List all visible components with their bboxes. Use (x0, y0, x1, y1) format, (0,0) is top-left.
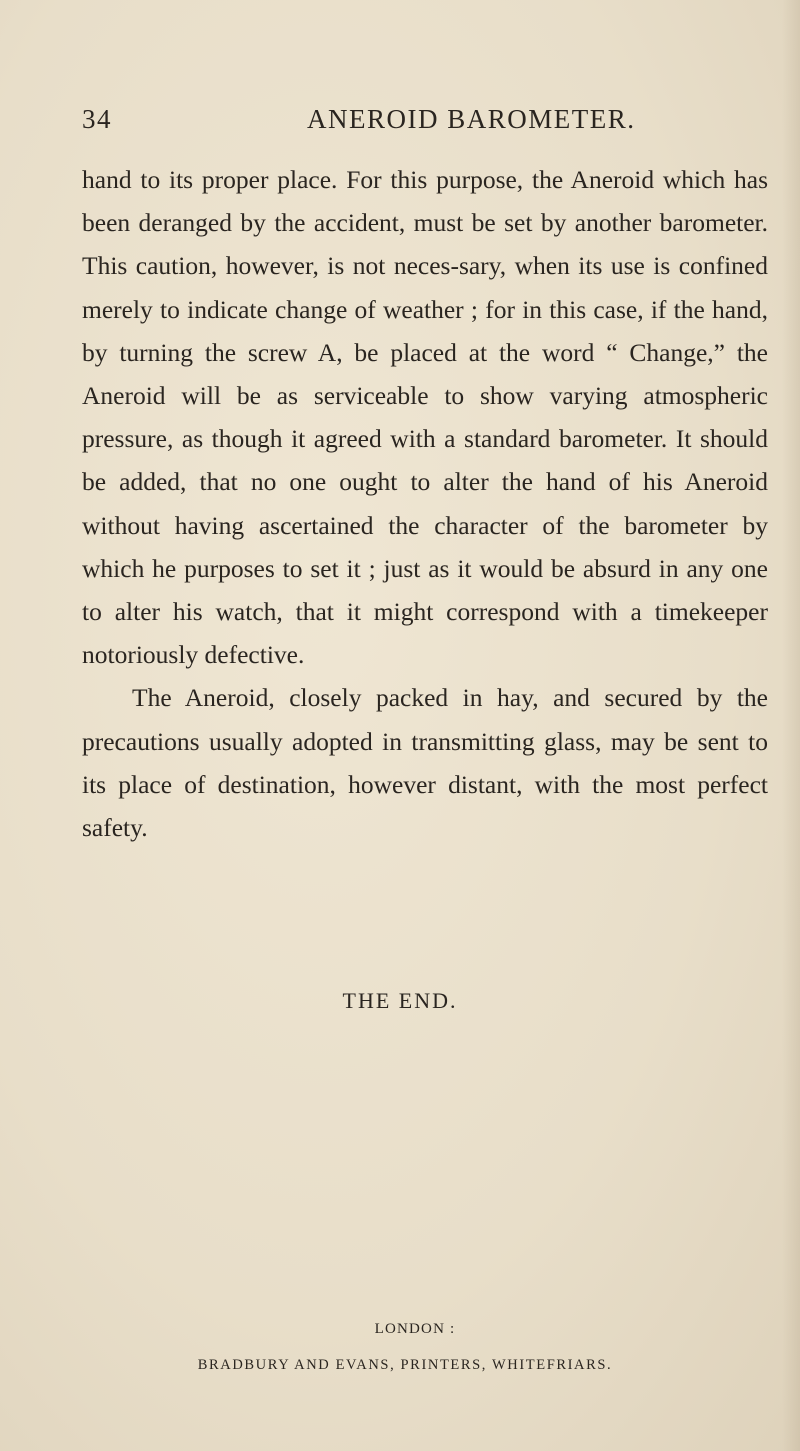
imprint-printers: BRADBURY AND EVANS, PRINTERS, WHITEFRIARS. (197, 1357, 613, 1373)
the-end-heading: THE END. (342, 988, 458, 1013)
running-head (82, 104, 732, 140)
imprint-city: LONDON : (374, 1321, 456, 1337)
page-number: 34 (82, 104, 112, 134)
page-edge-shadow (782, 0, 800, 1451)
running-title: ANEROID BAROMETER. (307, 104, 636, 134)
body-text (82, 158, 768, 849)
paragraph: hand to its proper place. For this purpose, the Aneroid which has been deranged by the accident, must be set by another barometer. This caution, however, is not neces-sary, when its use is confined merely to indicate change of weather ; for in this case, if the hand, by turning the screw A, be placed at the word “ Change,” the Aneroid will be as serviceable to show varying atmospheric pressure, as though it agreed with a standard barometer. It should be added, that no one ought to alter the hand of his Aneroid without having ascertained the character of the barometer by which he purposes to set it ; just as it would be absurd in any one to alter his watch, that it might correspond with a timekeeper notoriously defective. (82, 165, 768, 670)
paragraph: The Aneroid, closely packed in hay, and secured by the precautions usually adopted in transmitting glass, may be sent to its place of destination, however distant, with the most perfect safety. (82, 683, 768, 843)
